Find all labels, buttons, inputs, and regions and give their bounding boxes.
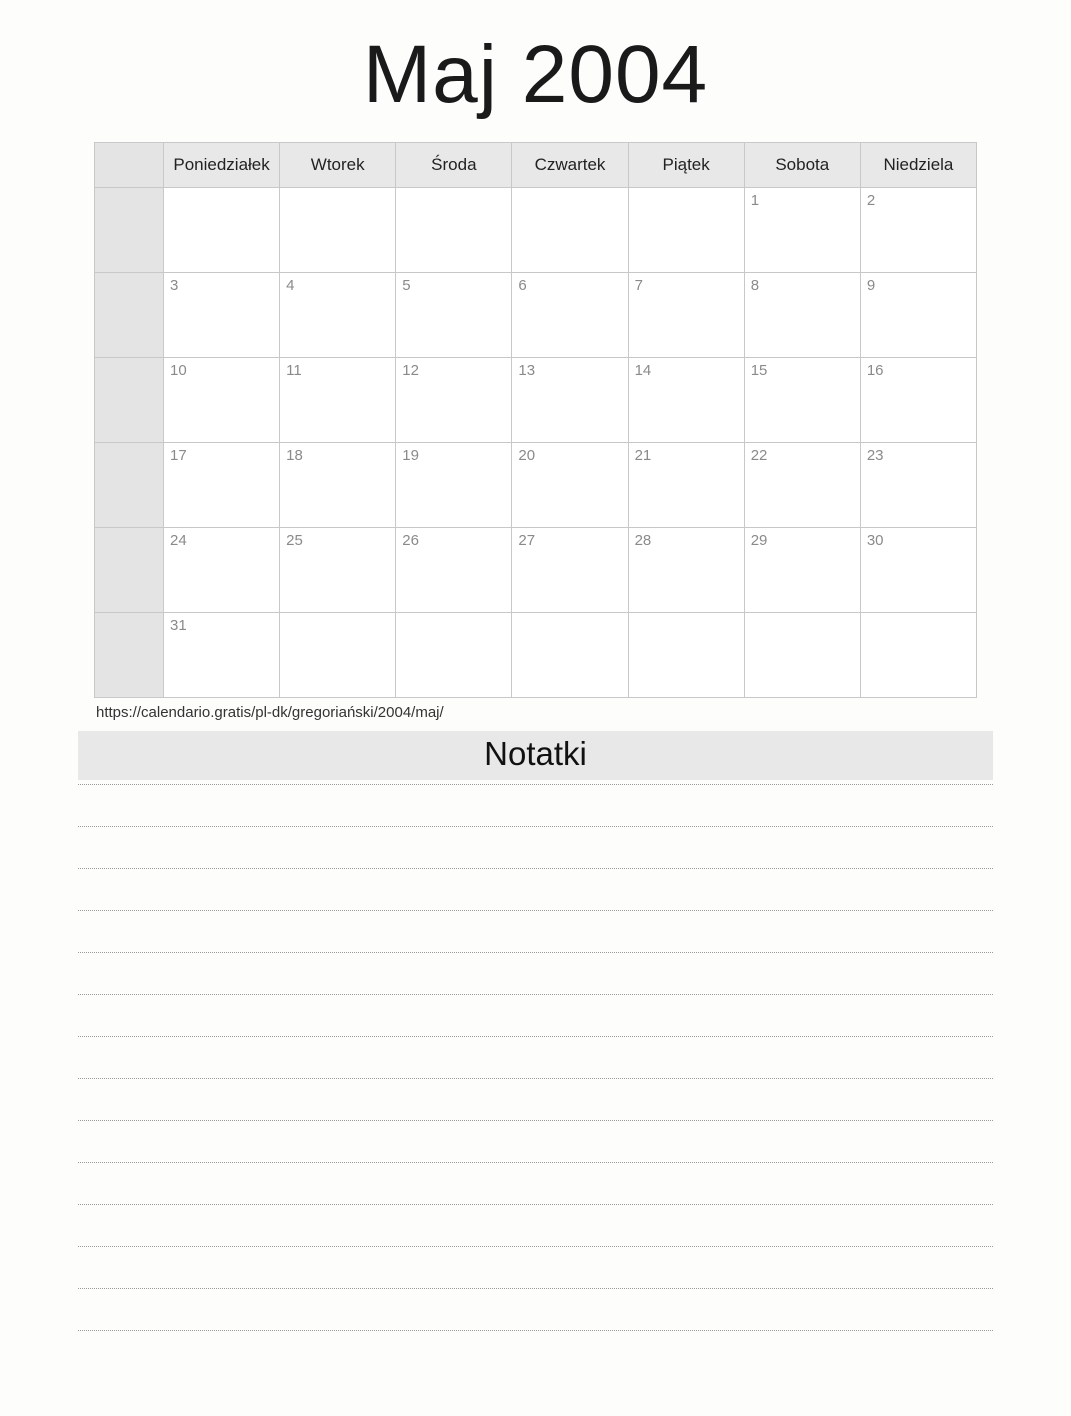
week-number-corner	[95, 143, 164, 188]
day-number: 28	[634, 532, 652, 550]
day-cell[interactable]	[744, 443, 860, 528]
day-number: 19	[402, 447, 419, 465]
note-line[interactable]	[78, 1079, 993, 1121]
day-cell[interactable]	[860, 528, 976, 613]
calendar-week-row	[95, 613, 977, 698]
day-cell[interactable]	[512, 273, 628, 358]
day-cell[interactable]	[164, 528, 280, 613]
day-cell[interactable]	[628, 188, 744, 273]
day-cell[interactable]	[164, 443, 280, 528]
day-number: 14	[634, 362, 652, 380]
day-cell[interactable]	[860, 358, 976, 443]
weekday-header-tuesday: Wtorek	[280, 143, 396, 188]
calendar-header-row	[95, 143, 977, 188]
day-number: 13	[518, 362, 536, 380]
day-number: 10	[170, 362, 187, 380]
day-number: 24	[170, 532, 187, 550]
calendar-week-row	[95, 528, 977, 613]
notes-title: Notatki	[78, 731, 993, 780]
week-number-cell	[95, 443, 164, 528]
calendar-table	[94, 142, 977, 698]
day-number: 6	[518, 277, 527, 295]
day-number: 26	[402, 532, 419, 550]
day-cell[interactable]	[744, 613, 860, 698]
day-cell[interactable]	[744, 273, 860, 358]
day-cell[interactable]	[280, 358, 396, 443]
page-title: Maj 2004	[362, 29, 709, 120]
day-cell[interactable]	[628, 443, 744, 528]
day-number: 23	[866, 447, 884, 465]
day-number: 16	[866, 362, 884, 380]
note-line[interactable]	[78, 1247, 993, 1289]
calendar-page	[0, 30, 1071, 1416]
day-cell[interactable]	[396, 443, 512, 528]
day-cell[interactable]	[280, 443, 396, 528]
weekday-header-wednesday: Środa	[396, 143, 512, 188]
note-line[interactable]	[78, 911, 993, 953]
notes-section	[78, 731, 993, 1331]
day-cell[interactable]	[628, 528, 744, 613]
day-cell[interactable]	[744, 528, 860, 613]
day-cell[interactable]	[860, 273, 976, 358]
day-cell[interactable]	[860, 613, 976, 698]
day-number: 3	[170, 277, 179, 295]
day-cell[interactable]	[164, 358, 280, 443]
day-cell[interactable]	[512, 613, 628, 698]
note-line[interactable]	[78, 1289, 993, 1331]
day-cell[interactable]	[396, 273, 512, 358]
day-number: 22	[750, 447, 768, 465]
day-number: 21	[634, 447, 652, 465]
day-number: 2	[866, 192, 876, 210]
day-number: 8	[750, 277, 760, 295]
day-cell[interactable]	[628, 273, 744, 358]
day-number: 1	[750, 192, 760, 210]
note-line[interactable]	[78, 827, 993, 869]
day-cell[interactable]	[396, 613, 512, 698]
day-cell[interactable]	[280, 613, 396, 698]
day-number: 30	[866, 532, 884, 550]
calendar-week-row	[95, 358, 977, 443]
day-cell[interactable]	[164, 613, 280, 698]
weekday-header-saturday: Sobota	[744, 143, 860, 188]
day-number: 20	[518, 447, 536, 465]
calendar-body	[95, 188, 977, 698]
day-number: 29	[750, 532, 768, 550]
day-number: 7	[634, 277, 643, 295]
day-cell[interactable]	[280, 188, 396, 273]
source-url[interactable]: https://calendario.gratis/pl-dk/gregoriański/2004/maj/	[96, 704, 444, 722]
note-line[interactable]	[78, 1037, 993, 1079]
week-number-cell	[95, 273, 164, 358]
note-line[interactable]	[78, 953, 993, 995]
day-number: 11	[286, 362, 302, 380]
note-line[interactable]	[78, 995, 993, 1037]
note-line[interactable]	[78, 869, 993, 911]
weekday-header-sunday: Niedziela	[860, 143, 976, 188]
weekday-header-friday: Piątek	[628, 143, 744, 188]
day-cell[interactable]	[280, 273, 396, 358]
calendar-week-row	[95, 443, 977, 528]
day-number: 17	[170, 447, 187, 465]
day-number: 4	[286, 277, 295, 295]
day-cell[interactable]	[512, 188, 628, 273]
day-cell[interactable]	[280, 528, 396, 613]
week-number-cell	[95, 188, 164, 273]
note-line[interactable]	[78, 1121, 993, 1163]
day-cell[interactable]	[512, 443, 628, 528]
day-cell[interactable]	[396, 358, 512, 443]
day-number: 5	[402, 277, 411, 295]
week-number-cell	[95, 358, 164, 443]
day-cell[interactable]	[860, 188, 976, 273]
note-line[interactable]	[78, 784, 993, 827]
day-cell[interactable]	[164, 188, 280, 273]
day-cell[interactable]	[628, 358, 744, 443]
week-number-cell	[95, 528, 164, 613]
day-cell[interactable]	[860, 443, 976, 528]
note-line[interactable]	[78, 1163, 993, 1205]
day-number: 12	[402, 362, 419, 380]
day-number: 15	[750, 362, 768, 380]
day-number: 18	[286, 447, 303, 465]
day-cell[interactable]	[164, 273, 280, 358]
notes-lines	[78, 784, 993, 1331]
calendar-container	[94, 142, 977, 721]
day-cell[interactable]	[396, 188, 512, 273]
note-line[interactable]	[78, 1205, 993, 1247]
day-number: 27	[518, 532, 536, 550]
week-number-cell	[95, 613, 164, 698]
day-cell[interactable]	[628, 613, 744, 698]
day-number: 9	[866, 277, 876, 295]
day-cell[interactable]	[744, 358, 860, 443]
day-cell[interactable]	[512, 358, 628, 443]
day-number: 31	[170, 617, 187, 635]
day-cell[interactable]	[744, 188, 860, 273]
weekday-header-thursday: Czwartek	[512, 143, 628, 188]
calendar-week-row	[95, 188, 977, 273]
day-cell[interactable]	[396, 528, 512, 613]
day-cell[interactable]	[512, 528, 628, 613]
weekday-header-monday: Poniedziałek	[164, 143, 280, 188]
calendar-week-row	[95, 273, 977, 358]
day-number: 25	[286, 532, 303, 550]
